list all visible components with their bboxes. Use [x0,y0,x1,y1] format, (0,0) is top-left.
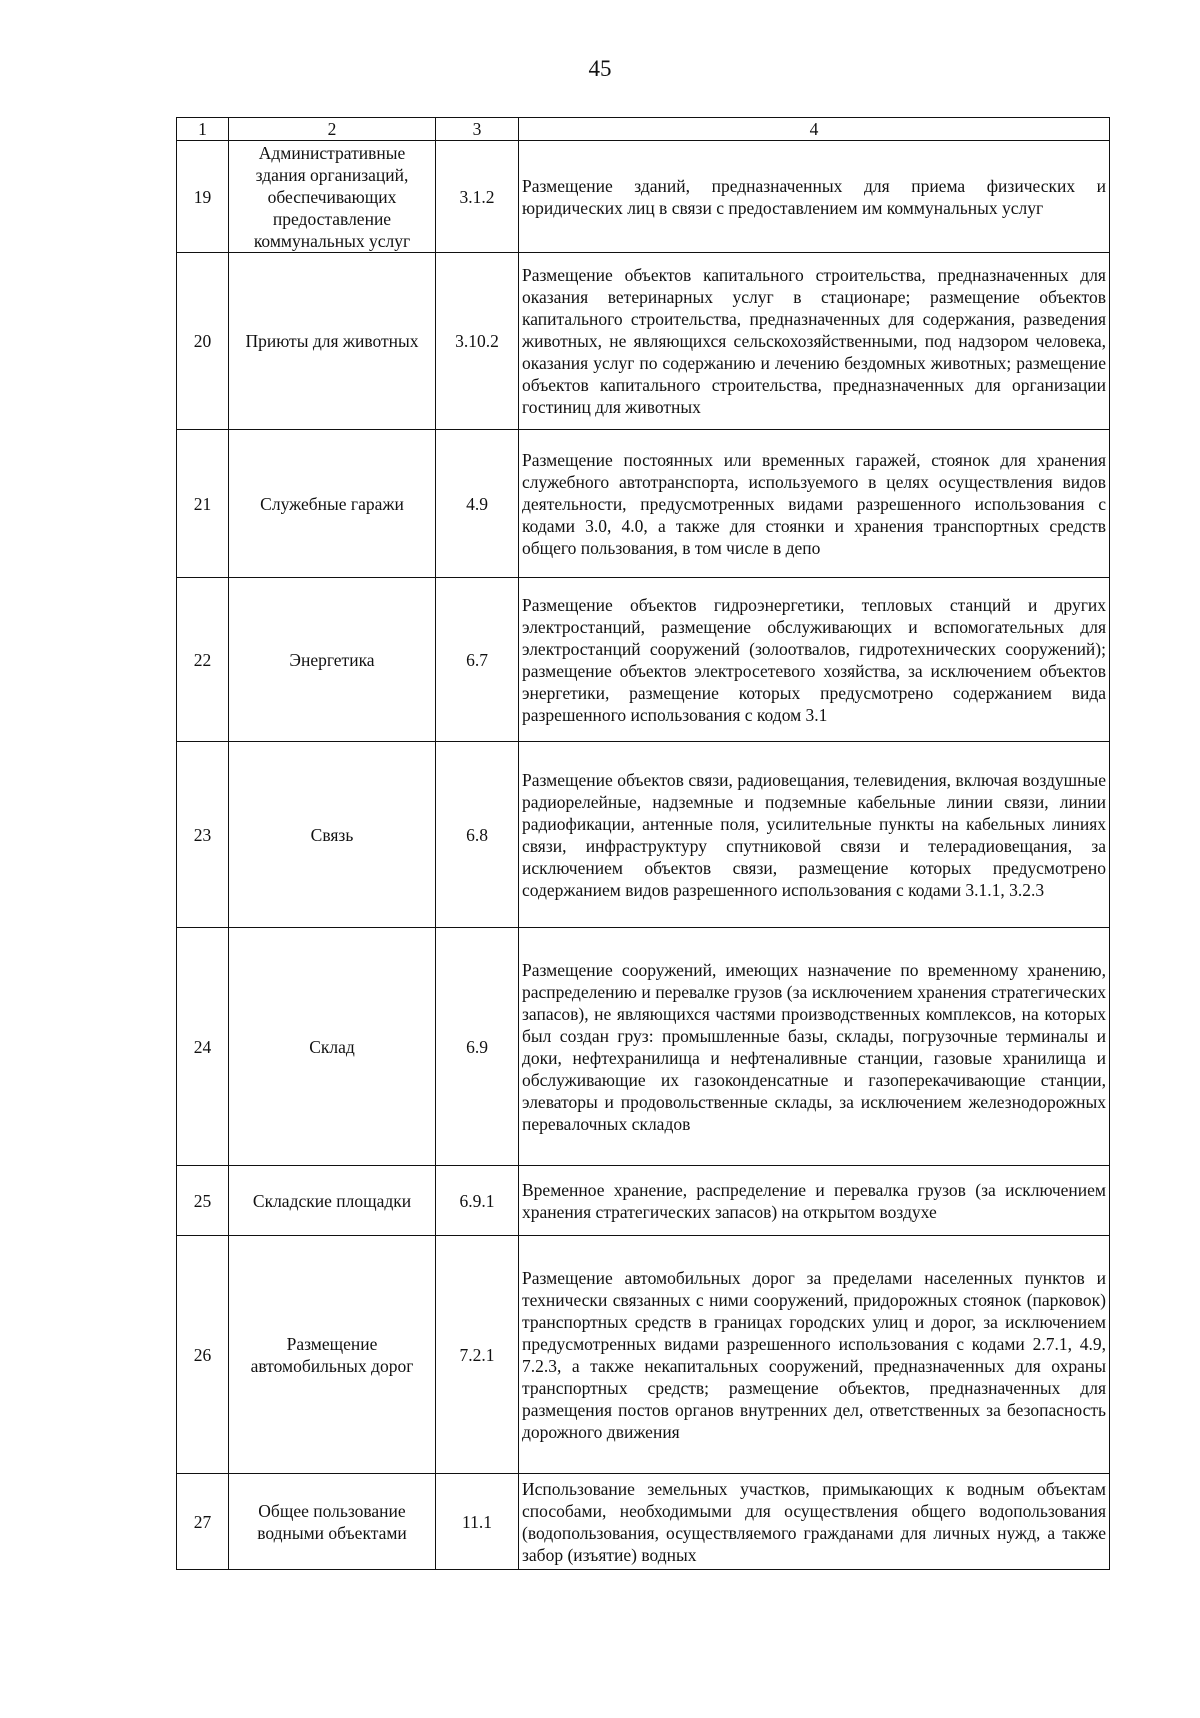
use-code: 6.9.1 [436,1166,519,1236]
use-description: Размещение объектов гидроэнергетики, тепловых станций и других электростанций, размещение обслуживающих и вспомогательных для электростанций сооружений (золоотвалов, гидротехнических сооружений); размещение объектов электросетевого хозяйства, за исключением объектов энергетики, размещение которых предусмотрено содержанием вида разрешенного использования с кодом 3.1 [519,578,1110,742]
use-description: Размещение объектов связи, радиовещания, телевидения, включая воздушные радиорелейные, надземные и подземные кабельные линии связи, линии радиофикации, антенные поля, усилительные пункты на кабельных линиях связи, инфраструктуру спутниковой связи и телерадиовещания, за исключением объектов связи, размещение которых предусмотрено содержанием видов разрешенного использования с кодами 3.1.1, 3.2.3 [519,742,1110,928]
use-description: Размещение сооружений, имеющих назначение по временному хранению, распределению и перевалке грузов (за исключением хранения стратегических запасов), не являющихся частями производственных комплексов, на которых был создан груз: промышленные базы, склады, погрузочные терминалы и доки, нефтехранилища и нефтеналивные станции, газовые хранилища и обслуживающие их газоконденсатные и газоперекачивающие станции, элеваторы и продовольственные склады, за исключением железнодорожных перевалочных складов [519,928,1110,1166]
table-row [177,928,1110,1166]
use-name: Энергетика [229,578,436,742]
use-name: Складские площадки [229,1166,436,1236]
use-code: 6.7 [436,578,519,742]
use-description: Размещение объектов капитального строительства, предназначенных для оказания ветеринарных услуг в стационаре; размещение объектов капитального строительства, предназначенных для содержания, разведения животных, не являющихся сельскохозяйственными, под надзором человека, оказания услуг по содержанию и лечению бездомных животных; размещение объектов капитального строительства, предназначенных для организации гостиниц для животных [519,253,1110,430]
use-description: Использование земельных участков, примыкающих к водным объектам способами, необходимыми для осуществления общего водопользования (водопользования, осуществляемого гражданами для личных нужд, а также забор (изъятие) водных [519,1474,1110,1570]
use-code: 3.1.2 [436,141,519,253]
row-number: 24 [177,928,229,1166]
use-code: 6.8 [436,742,519,928]
table-body [177,141,1110,1570]
use-code: 4.9 [436,430,519,578]
use-name: Приюты для животных [229,253,436,430]
table-row [177,1166,1110,1236]
row-number: 26 [177,1236,229,1474]
row-number: 25 [177,1166,229,1236]
table-row [177,578,1110,742]
row-number: 23 [177,742,229,928]
row-number: 21 [177,430,229,578]
use-description: Размещение автомобильных дорог за пределами населенных пунктов и технически связанных с ними сооружений, придорожных стоянок (парковок) транспортных средств в границах городских улиц и дорог, за исключением предусмотренных видами разрешенного использования с кодами 2.7.1, 4.9, 7.2.3, а также некапитальных сооружений, предназначенных для охраны транспортных средств; размещение объектов, предназначенных для размещения постов органов внутренних дел, ответственных за безопасность дорожного движения [519,1236,1110,1474]
table-row [177,1236,1110,1474]
col-header-3: 3 [436,118,519,141]
use-description: Временное хранение, распределение и перевалка грузов (за исключением хранения стратегических запасов) на открытом воздухе [519,1166,1110,1236]
table-row [177,253,1110,430]
use-code: 7.2.1 [436,1236,519,1474]
use-name: Склад [229,928,436,1166]
use-code: 6.9 [436,928,519,1166]
header-row [177,118,1110,141]
table-row [177,430,1110,578]
land-use-table [176,117,1110,1570]
table-row [177,1474,1110,1570]
use-description: Размещение зданий, предназначенных для приема физических и юридических лиц в связи с предоставлением им коммунальных услуг [519,141,1110,253]
use-name: Общее пользование водными объектами [229,1474,436,1570]
col-header-4: 4 [519,118,1110,141]
row-number: 19 [177,141,229,253]
use-name: Размещение автомобильных дорог [229,1236,436,1474]
row-number: 22 [177,578,229,742]
table-row [177,141,1110,253]
table-header [177,118,1110,141]
use-name: Административные здания организаций, обеспечивающих предоставление коммунальных услуг [229,141,436,253]
table-row [177,742,1110,928]
use-description: Размещение постоянных или временных гаражей, стоянок для хранения служебного автотранспорта, используемого в целях осуществления видов деятельности, предусмотренных видами разрешенного использования с кодами 3.0, 4.0, а также для стоянки и хранения транспортных средств общего пользования, в том числе в депо [519,430,1110,578]
use-name: Служебные гаражи [229,430,436,578]
page-number: 45 [588,56,612,81]
use-code: 3.10.2 [436,253,519,430]
use-code: 11.1 [436,1474,519,1570]
row-number: 20 [177,253,229,430]
use-name: Связь [229,742,436,928]
row-number: 27 [177,1474,229,1570]
col-header-1: 1 [177,118,229,141]
col-header-2: 2 [229,118,436,141]
